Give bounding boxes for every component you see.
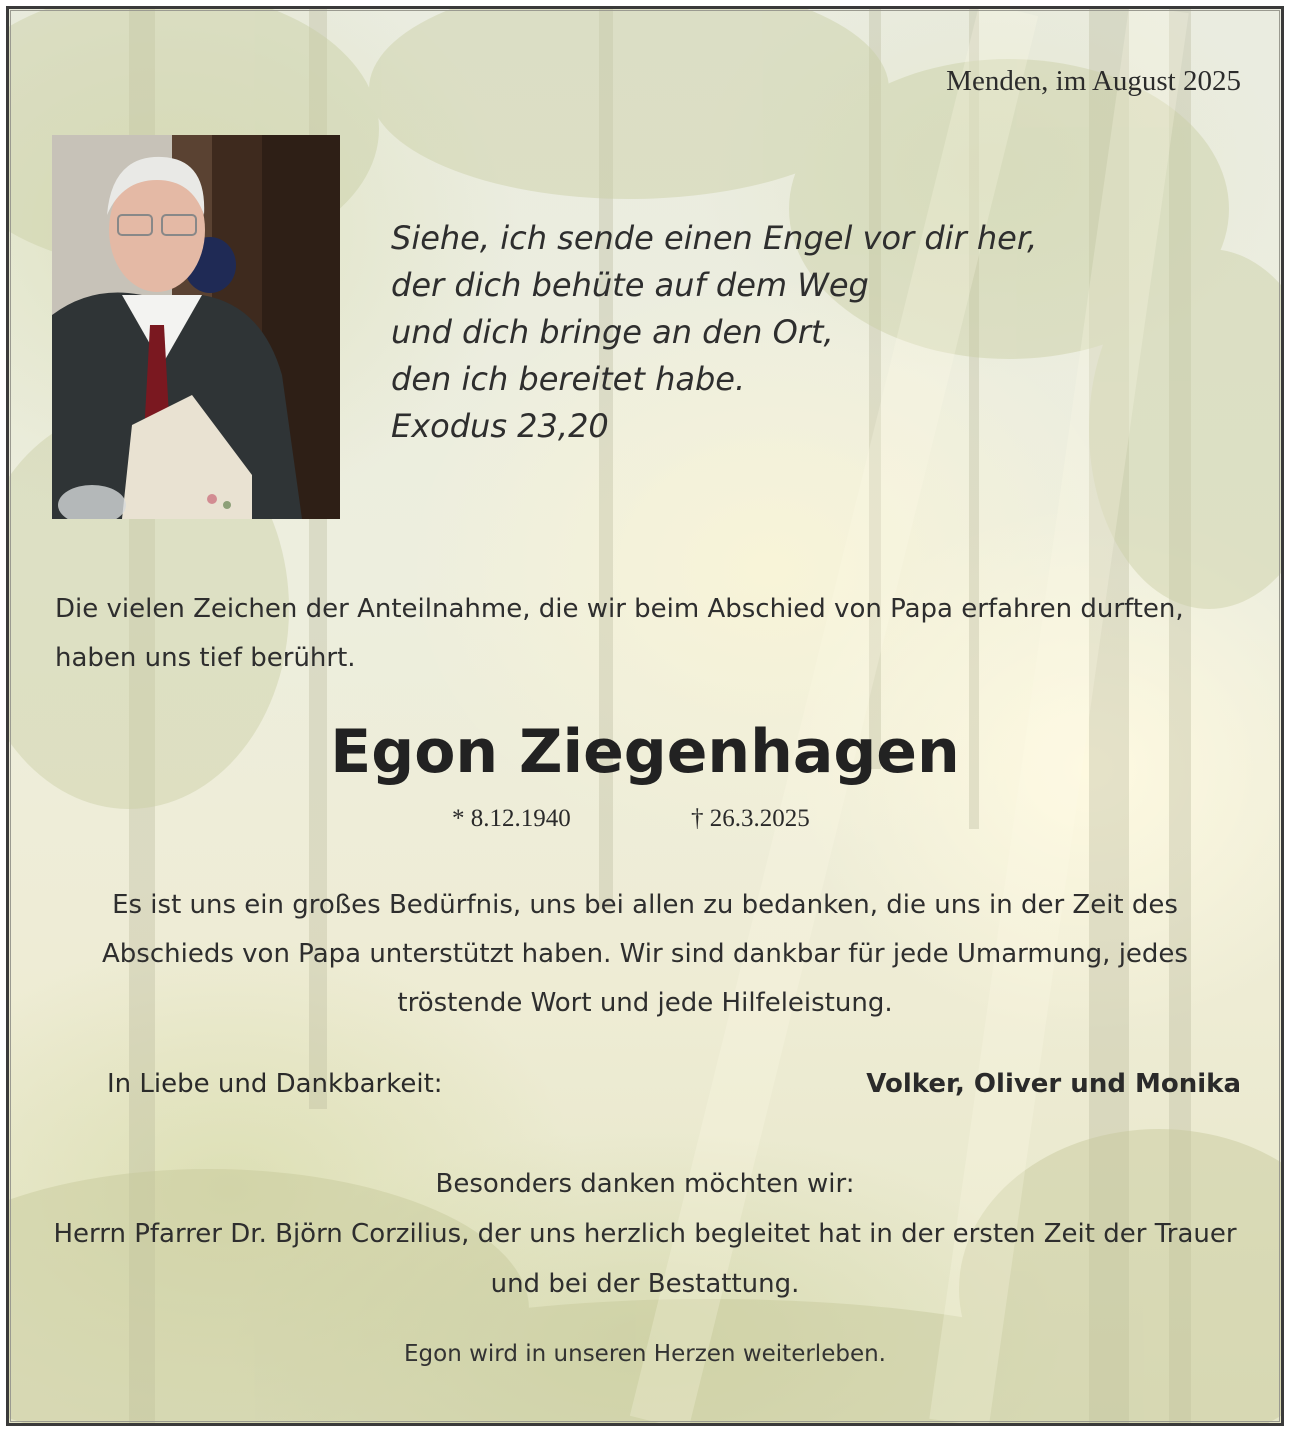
special-thanks-heading: Besonders danken möchten wir:	[435, 1169, 855, 1199]
bible-verse	[391, 215, 1037, 450]
portrait-photo	[52, 135, 340, 519]
verse-line: den ich bereitet habe.	[391, 360, 746, 398]
deceased-name: Egon Ziegenhagen	[330, 717, 960, 787]
special-thanks-text: Herrn Pfarrer Dr. Björn Corzilius, der uns herzlich begleitet hat in der ersten Zeit der Trauer und bei der Bestattung.	[53, 1219, 1237, 1299]
closing-line: Egon wird in unseren Herzen weiterleben.	[404, 1341, 886, 1367]
verse-line: und dich bringe an den Ort,	[391, 313, 834, 351]
death-date: † 26.3.2025	[691, 805, 810, 832]
place-date: Menden, im August 2025	[946, 65, 1241, 97]
special-thanks	[49, 1159, 1241, 1309]
thanks-text: Es ist uns ein großes Bedürfnis, uns bei allen zu bedanken, die uns in der Zeit des Abschieds von Papa unterstützt haben. Wir sind dankbar für jede Umarmung, jedes tröstende Wort und jede Hilfeleistung.	[102, 890, 1188, 1018]
signature-label: In Liebe und Dankbarkeit:	[107, 1069, 443, 1099]
verse-line: der dich behüte auf dem Weg	[391, 266, 869, 304]
obituary-card	[6, 6, 1284, 1426]
signature-names: Volker, Oliver und Monika	[866, 1069, 1241, 1099]
verse-reference: Exodus 23,20	[391, 407, 609, 445]
verse-line: Siehe, ich sende einen Engel vor dir her,	[391, 219, 1038, 257]
intro-text: Die vielen Zeichen der Anteilnahme, die wir beim Abschied von Papa erfahren durften, haben uns tief berührt.	[55, 594, 1184, 673]
birth-date: * 8.12.1940	[452, 805, 571, 832]
